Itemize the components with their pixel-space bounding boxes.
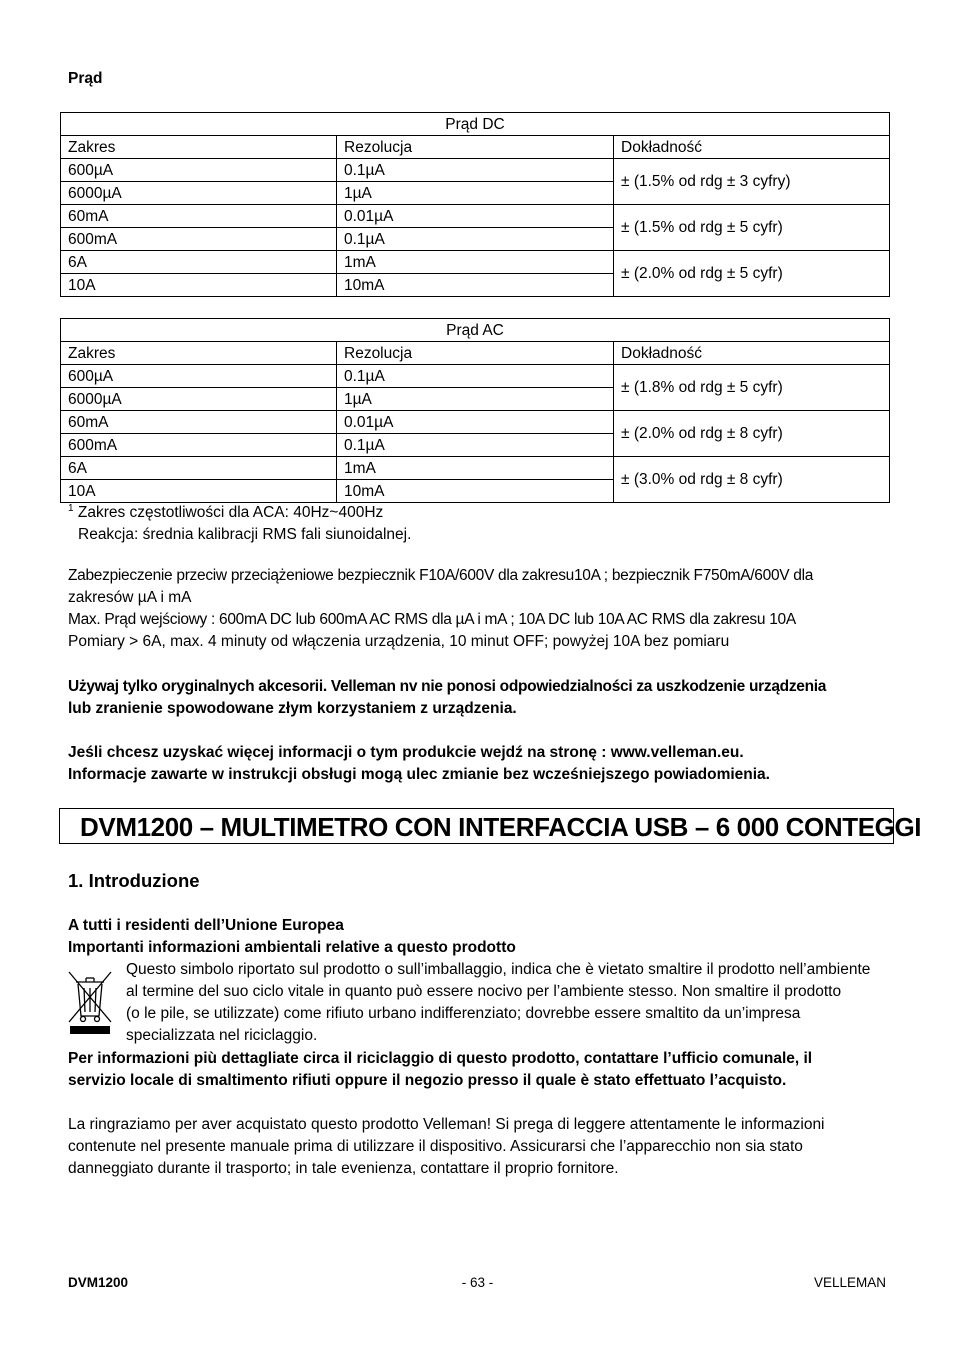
header-resolution: Rezolucja — [337, 136, 614, 159]
table-caption: Prąd DC — [61, 113, 890, 136]
cell-range: 10A — [61, 480, 337, 503]
cell-resolution: 0.01µA — [337, 411, 614, 434]
cell-accuracy: ± (2.0% od rdg ± 8 cyfr) — [614, 411, 890, 457]
header-range: Zakres — [61, 342, 337, 365]
eu-para-line-3: (o le pile, se utilizzate) come rifiuto urbano indifferenziato; dovrebbe essere smaltito da un’impresa — [126, 1005, 801, 1022]
cell-resolution: 1mA — [337, 457, 614, 480]
info-line-2: Informacje zawarte w instrukcji obsługi mogą ulec zmianie bez wcześniejszego powiadomienia. — [68, 766, 770, 783]
protection-line-3: Max. Prąd wejściowy : 600mA DC lub 600mA AC RMS dla µA i mA ; 10A DC lub 10A AC RMS dla zakresu 10A — [68, 611, 796, 628]
header-resolution: Rezolucja — [337, 342, 614, 365]
cell-accuracy: ± (1.8% od rdg ± 5 cyfr) — [614, 365, 890, 411]
cell-range: 10A — [61, 274, 337, 297]
eu-bold-line-2: servizio locale di smaltimento rifiuti oppure il negozio presso il quale è stato effettuato l’acquisto. — [68, 1072, 787, 1089]
header-accuracy: Dokładność — [614, 136, 890, 159]
section-title: DVM1200 – MULTIMETRO CON INTERFACCIA USB – 6 000 CONTEGGI — [59, 808, 894, 844]
dc-current-table — [60, 112, 890, 297]
protection-line-2: zakresów µA i mA — [68, 589, 192, 606]
cell-range: 6000µA — [61, 388, 337, 411]
cell-resolution: 10mA — [337, 274, 614, 297]
table-header-row — [61, 342, 890, 365]
cell-range: 60mA — [61, 205, 337, 228]
eu-para-line-2: al termine del suo ciclo vitale in quanto può essere nocivo per l’ambiente stesso. Non smaltire il prodotto — [126, 983, 842, 1000]
table-row — [61, 365, 890, 388]
table-row — [61, 457, 890, 480]
cell-range: 6A — [61, 251, 337, 274]
cell-range: 600mA — [61, 228, 337, 251]
eu-bold-line-1: Per informazioni più dettagliate circa il riciclaggio di questo prodotto, contattare l’ufficio comunale, il — [68, 1050, 813, 1067]
footnote-text-1: Zakres częstotliwości dla ACA: 40Hz~400Hz — [77, 504, 384, 521]
eu-heading-1: A tutti i residenti dell’Unione Europea — [68, 917, 344, 934]
cell-accuracy: ± (1.5% od rdg ± 5 cyfr) — [614, 205, 890, 251]
ac-current-table — [60, 318, 890, 503]
cell-accuracy: ± (1.5% od rdg ± 3 cyfry) — [614, 159, 890, 205]
thanks-line-3: danneggiato durante il trasporto; in tale evenienza, contattare il proprio fornitore. — [68, 1160, 619, 1177]
warning-line-1: Używaj tylko oryginalnych akcesorii. Velleman nv nie ponosi odpowiedzialności za uszkodzenie urządzenia — [68, 678, 827, 695]
cell-resolution: 10mA — [337, 480, 614, 503]
header-accuracy: Dokładność — [614, 342, 890, 365]
eu-para-line-1: Questo simbolo riportato sul prodotto o sull’imballaggio, indica che è vietato smaltire il prodotto nell’ambiente — [126, 961, 871, 978]
footer-brand: VELLEMAN — [813, 1275, 886, 1290]
table-header-row — [61, 136, 890, 159]
cell-resolution: 1µA — [337, 182, 614, 205]
protection-line-1: Zabezpieczenie przeciw przeciążeniowe bezpiecznik F10A/600V dla zakresu10A ; bezpiecznik F750mA/600V dla — [68, 567, 814, 584]
cell-accuracy: ± (2.0% od rdg ± 5 cyfr) — [614, 251, 890, 297]
cell-range: 6000µA — [61, 182, 337, 205]
footnote-mark: 1 — [68, 502, 74, 514]
info-line-1: Jeśli chcesz uzyskać więcej informacji o tym produkcie wejdź na stronę : www.velleman.eu. — [68, 744, 744, 761]
eu-heading-2: Importanti informazioni ambientali relative a questo prodotto — [68, 939, 516, 956]
footer-page-number: - 63 - — [461, 1275, 494, 1290]
table-row — [61, 411, 890, 434]
cell-range: 600µA — [61, 159, 337, 182]
cell-resolution: 0.01µA — [337, 205, 614, 228]
cell-accuracy: ± (3.0% od rdg ± 8 cyfr) — [614, 457, 890, 503]
thanks-line-2: contenute nel presente manuale prima di utilizzare il dispositivo. Assicurarsi che l’apparecchio non sia stato — [68, 1138, 803, 1155]
cell-range: 600µA — [61, 365, 337, 388]
cell-resolution: 0.1µA — [337, 434, 614, 457]
warning-line-2: lub zranienie spowodowane złym korzystaniem z urządzenia. — [68, 700, 517, 717]
table-row — [61, 159, 890, 182]
page-heading: Prąd — [68, 70, 103, 87]
cell-resolution: 0.1µA — [337, 365, 614, 388]
cell-range: 60mA — [61, 411, 337, 434]
footer-model: DVM1200 — [68, 1275, 129, 1290]
cell-range: 6A — [61, 457, 337, 480]
table-row — [61, 205, 890, 228]
table-row — [61, 251, 890, 274]
cell-resolution: 1µA — [337, 388, 614, 411]
intro-heading: 1. Introduzione — [68, 870, 200, 891]
eu-para-line-4: specializzata nel riciclaggio. — [126, 1027, 318, 1044]
cell-resolution: 1mA — [337, 251, 614, 274]
cell-resolution: 0.1µA — [337, 159, 614, 182]
header-range: Zakres — [61, 136, 337, 159]
thanks-line-1: La ringraziamo per aver acquistato questo prodotto Velleman! Si prega di leggere attentamente le informazioni — [68, 1116, 825, 1133]
weee-crossed-bin-icon — [66, 968, 114, 1036]
table-caption: Prąd AC — [61, 319, 890, 342]
protection-line-4: Pomiary > 6A, max. 4 minuty od włączenia urządzenia, 10 minut OFF; powyżej 10A bez pomiaru — [68, 633, 730, 650]
cell-range: 600mA — [61, 434, 337, 457]
footnote-line-1 — [68, 502, 383, 524]
cell-resolution: 0.1µA — [337, 228, 614, 251]
footnote-line-2: Reakcja: średnia kalibracji RMS fali siunoidalnej. — [78, 526, 412, 543]
